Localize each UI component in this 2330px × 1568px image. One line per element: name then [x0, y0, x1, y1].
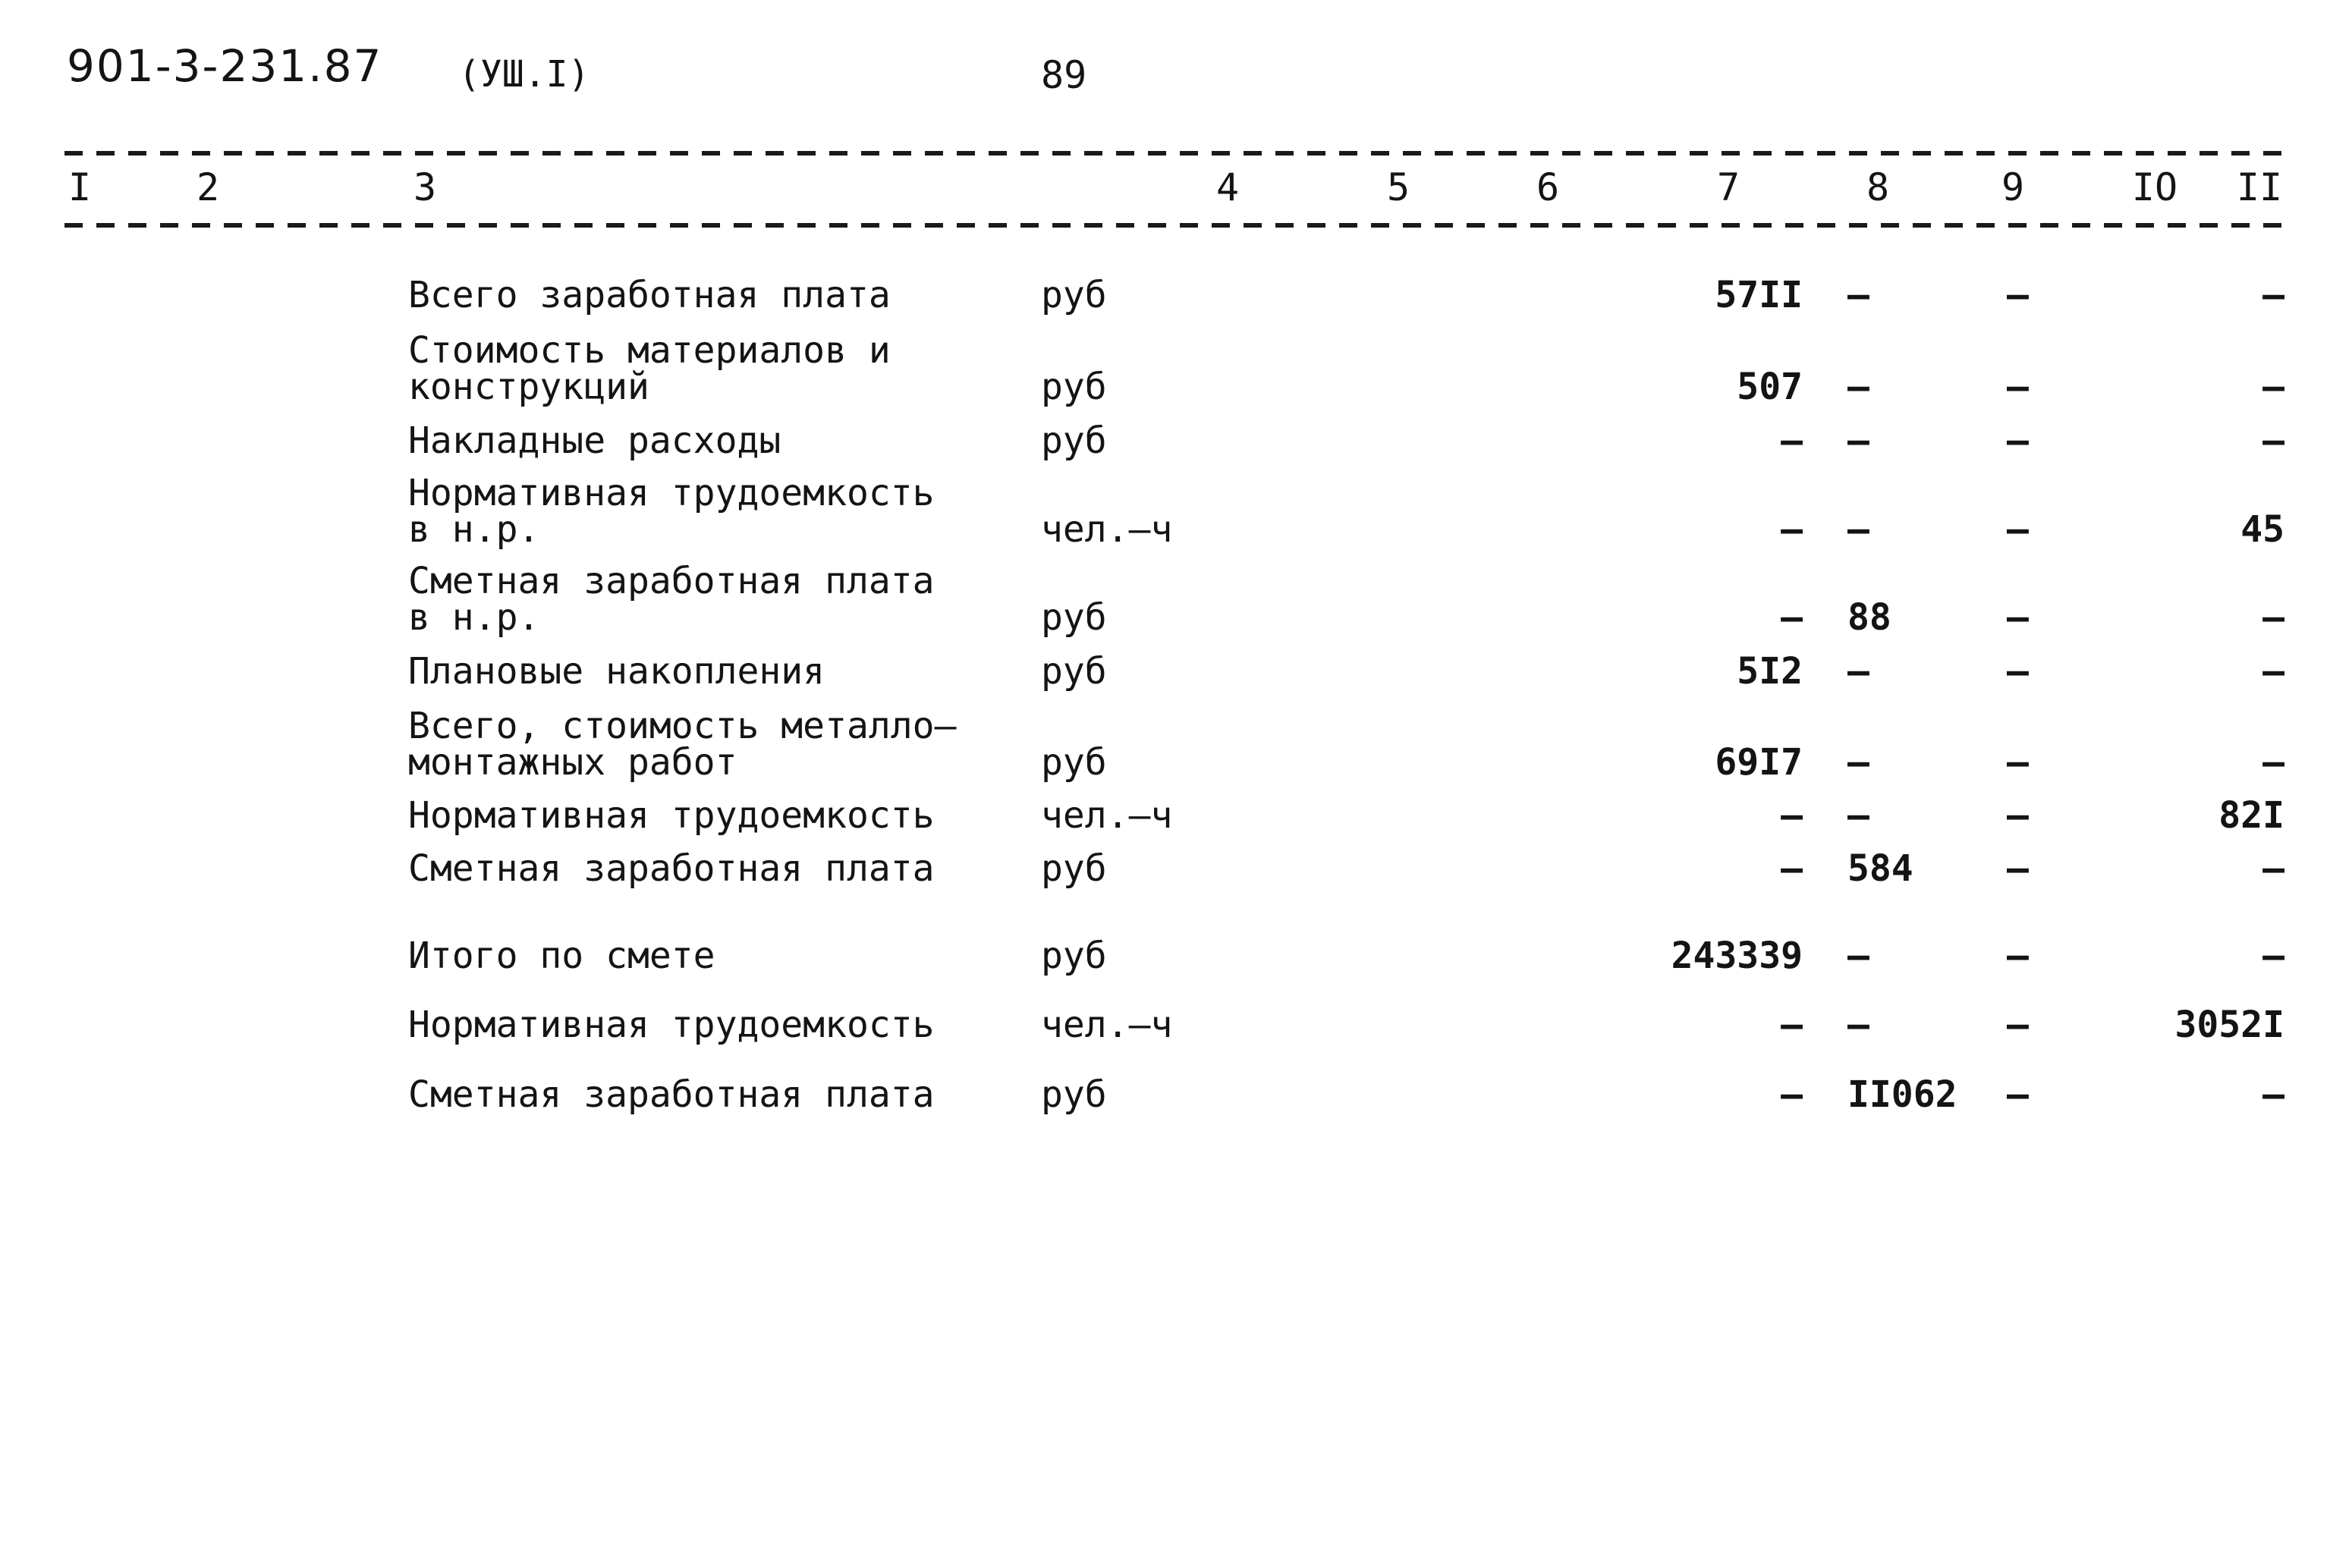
row-unit: руб	[1041, 741, 1107, 784]
column-number-9: 9	[2001, 165, 2025, 209]
value-col-8: –	[1847, 935, 1869, 977]
value-col-11: –	[2262, 935, 2284, 977]
value-col-8: –	[1847, 419, 1869, 462]
value-col-9: –	[2007, 847, 2029, 890]
row-label-continuation: конструкций	[408, 366, 649, 408]
row-label: Сметная заработная плата	[408, 560, 935, 602]
value-col-7: 243339	[1671, 935, 1803, 977]
row-label: Всего, стоимость металло–	[408, 705, 957, 747]
value-col-9: –	[2007, 935, 2029, 977]
row-unit: руб	[1041, 847, 1107, 890]
value-col-9: –	[2007, 508, 2029, 551]
value-col-8: –	[1847, 366, 1869, 408]
value-col-8: –	[1847, 741, 1869, 784]
column-number-4: 4	[1215, 165, 1240, 209]
value-col-9: –	[2007, 1004, 2029, 1046]
column-number-7: 7	[1716, 165, 1740, 209]
value-col-7: –	[1781, 1004, 1803, 1046]
value-col-11: –	[2262, 1073, 2284, 1116]
value-col-11: 45	[2240, 508, 2284, 551]
page-number: 89	[1041, 53, 1087, 97]
row-unit: руб	[1041, 366, 1107, 408]
value-col-7: –	[1781, 1073, 1803, 1116]
row-label: Нормативная трудоемкость	[408, 472, 935, 514]
row-label: Итого по смете	[408, 935, 715, 977]
row-unit: чел.–ч	[1041, 508, 1173, 551]
value-col-7: –	[1781, 847, 1803, 890]
value-col-7: 5I2	[1737, 650, 1803, 693]
value-col-7: –	[1781, 419, 1803, 462]
value-col-7: 57II	[1715, 274, 1803, 316]
value-col-8: –	[1847, 794, 1869, 837]
document-code: 901-3-231.87	[67, 40, 383, 92]
row-label: Нормативная трудоемкость	[408, 794, 935, 837]
table-header-bottom-rule	[64, 223, 2291, 228]
value-col-9: –	[2007, 1073, 2029, 1116]
column-number-6: 6	[1536, 165, 1560, 209]
row-unit: чел.–ч	[1041, 794, 1173, 837]
value-col-11: –	[2262, 419, 2284, 462]
value-col-11: 82I	[2218, 794, 2284, 837]
value-col-7: –	[1781, 794, 1803, 837]
row-label: Плановые накопления	[408, 650, 825, 693]
row-unit: руб	[1041, 935, 1107, 977]
row-label: Сметная заработная плата	[408, 1073, 935, 1116]
row-label: Нормативная трудоемкость	[408, 1004, 935, 1046]
value-col-9: –	[2007, 274, 2029, 316]
row-unit: руб	[1041, 1073, 1107, 1116]
row-unit: чел.–ч	[1041, 1004, 1173, 1046]
value-col-8: –	[1847, 1004, 1869, 1046]
value-col-11: –	[2262, 741, 2284, 784]
column-number-2: 2	[196, 165, 220, 209]
value-col-9: –	[2007, 366, 2029, 408]
value-col-7: –	[1781, 596, 1803, 639]
column-number-1: I	[68, 165, 92, 209]
row-unit: руб	[1041, 650, 1107, 693]
row-unit: руб	[1041, 596, 1107, 639]
value-col-11: –	[2262, 366, 2284, 408]
row-label-continuation: монтажных работ	[408, 741, 737, 784]
column-number-5: 5	[1386, 165, 1410, 209]
value-col-8: –	[1847, 274, 1869, 316]
value-col-9: –	[2007, 741, 2029, 784]
value-col-9: –	[2007, 596, 2029, 639]
row-label: Всего заработная плата	[408, 274, 891, 316]
row-unit: руб	[1041, 419, 1107, 462]
value-col-7: 507	[1737, 366, 1803, 408]
row-label: Накладные расходы	[408, 419, 781, 462]
value-col-8: –	[1847, 650, 1869, 693]
value-col-11: 3052I	[2174, 1004, 2284, 1046]
value-col-9: –	[2007, 650, 2029, 693]
value-col-7: –	[1781, 508, 1803, 551]
row-label-continuation: в н.р.	[408, 508, 540, 551]
column-number-8: 8	[1866, 165, 1890, 209]
value-col-11: –	[2262, 847, 2284, 890]
value-col-11: –	[2262, 274, 2284, 316]
table-top-rule	[64, 151, 2291, 156]
value-col-9: –	[2007, 419, 2029, 462]
column-number-3: 3	[413, 165, 437, 209]
row-label: Стоимость материалов и	[408, 329, 891, 372]
value-col-7: 69I7	[1715, 741, 1803, 784]
value-col-11: –	[2262, 650, 2284, 693]
row-label-continuation: в н.р.	[408, 596, 540, 639]
row-unit: руб	[1041, 274, 1107, 316]
sheet-code: (УШ.I)	[458, 53, 590, 96]
value-col-8: II062	[1847, 1073, 1957, 1116]
value-col-9: –	[2007, 794, 2029, 837]
value-col-8: –	[1847, 508, 1869, 551]
value-col-8: 584	[1847, 847, 1913, 890]
column-number-11: II	[2236, 165, 2283, 209]
column-number-10: IO	[2131, 165, 2178, 209]
value-col-11: –	[2262, 596, 2284, 639]
row-label: Сметная заработная плата	[408, 847, 935, 890]
value-col-8: 88	[1847, 596, 1891, 639]
